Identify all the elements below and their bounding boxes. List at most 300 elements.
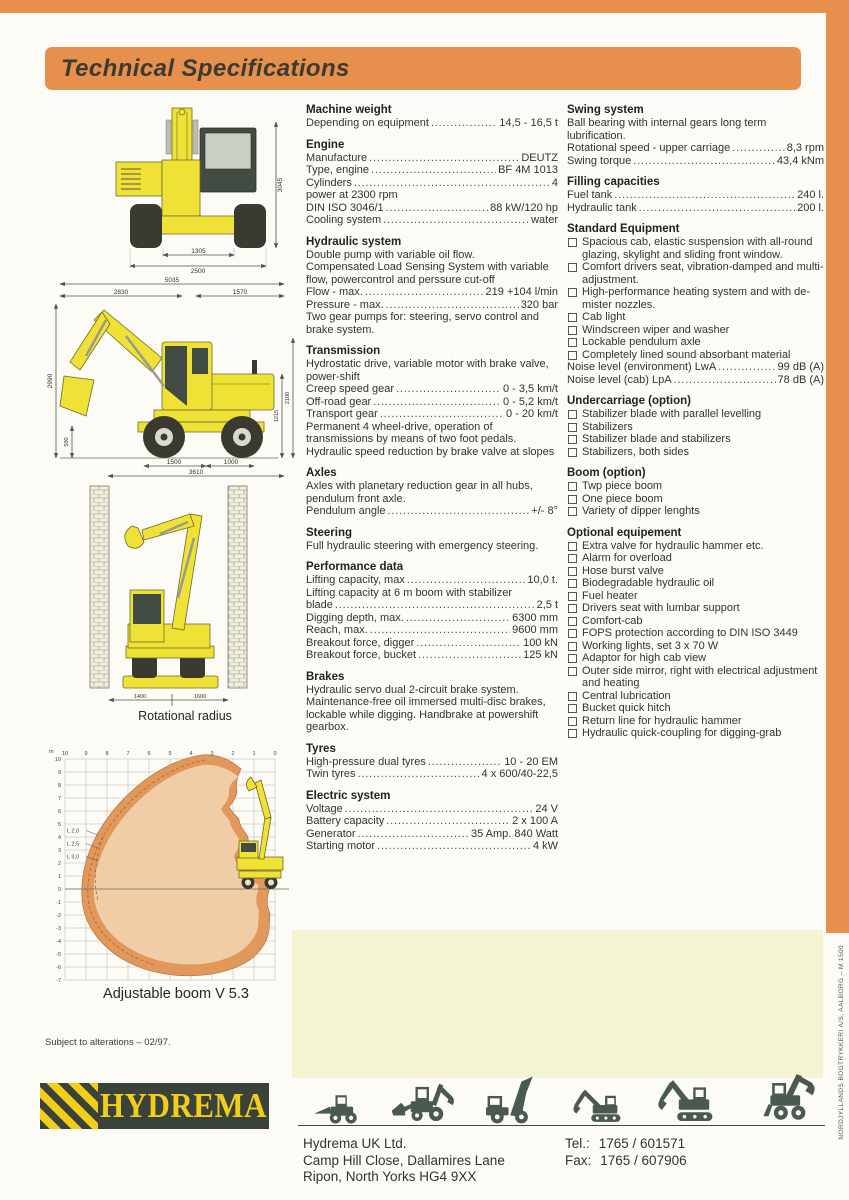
spec-section	[567, 176, 824, 214]
axis-tick-label: 5	[57, 822, 61, 829]
axis-tick-label: -4	[56, 939, 61, 946]
spec-text: Hydraulic speed reduction by brake valve at slopes	[306, 445, 555, 458]
spec-label: Noise level (environment) LwA	[567, 361, 717, 373]
dot-leader-icon	[383, 214, 529, 227]
dot-leader-icon	[369, 152, 519, 165]
dot-leader-icon	[354, 177, 550, 190]
spec-value: 219 +104 l/min	[485, 286, 558, 298]
dot-leader-icon	[639, 202, 795, 215]
spec-value: 6300 mm	[512, 611, 558, 624]
axis-tick-label: 5	[168, 751, 172, 757]
equipment-item-label: One piece boom	[582, 492, 663, 505]
section-title: Transmission	[306, 345, 381, 357]
axis-tick-label: 3	[57, 848, 61, 855]
spec-row	[306, 803, 558, 816]
dot-leader-icon	[431, 117, 497, 130]
page-title: Technical Specifications	[61, 54, 350, 82]
spec-row	[306, 214, 558, 227]
section-title: Brakes	[306, 670, 345, 683]
spec-value: 14,5 - 16,5 t	[499, 117, 558, 129]
spec-value: 0 - 5,2 km/t	[502, 395, 558, 408]
product-range-strip	[298, 1062, 825, 1126]
spec-section	[567, 104, 824, 167]
spec-row	[306, 756, 558, 769]
dim-rear-overhang-label: 1000	[223, 459, 239, 466]
spec-label: Swing torque	[567, 154, 632, 167]
dot-leader-icon	[406, 612, 510, 625]
equipment-item	[567, 349, 824, 362]
spec-value: 4 x 600/40-22,5	[481, 768, 558, 780]
axis-tick-label: -1	[56, 900, 61, 907]
section-title: Swing system	[567, 104, 644, 116]
spec-text: Permanent 4 wheel-drive, operation of transmissions by means of two foot pedals.	[306, 420, 517, 445]
equipment-item	[567, 715, 824, 728]
specs-column-left	[306, 103, 558, 853]
checkbox-icon	[568, 351, 577, 360]
dim-chassis-length-label: 3610	[188, 469, 204, 476]
spec-row	[306, 164, 558, 177]
section-title: Engine	[306, 138, 345, 151]
checkbox-icon	[568, 604, 577, 613]
spec-row	[306, 202, 558, 215]
spec-section	[306, 790, 558, 853]
axis-tick-label: L 2,0	[67, 828, 80, 835]
equipment-item-label: Completely lined sound absorbant material	[582, 348, 791, 361]
spec-value: 240 l.	[797, 189, 824, 201]
spec-row	[306, 505, 558, 518]
spec-row	[306, 840, 558, 853]
section-title: Tyres	[306, 742, 336, 755]
section-title: Hydraulic system	[306, 235, 402, 248]
tracked-excavator-icon	[560, 1085, 644, 1125]
axis-tick-label: 4	[189, 751, 193, 757]
equipment-item	[567, 640, 824, 653]
checkbox-icon	[568, 338, 577, 347]
spec-row	[567, 361, 824, 374]
spec-value: 4	[551, 176, 558, 189]
equipment-item-label: Stabilizers	[582, 420, 633, 433]
fax-label: Fax:	[565, 1152, 592, 1168]
equipment-item-label: Central lubrication	[582, 689, 671, 702]
tracked-excavator-large-icon	[644, 1077, 736, 1125]
spec-value: 2 x 100 A	[512, 815, 558, 827]
equipment-item-label: Return line for hydraulic hammer	[582, 714, 742, 727]
spec-value: 88 kW/120 hp	[490, 201, 558, 214]
dot-leader-icon	[416, 637, 521, 650]
equipment-item-label: Hydraulic quick-coupling for digging-grab	[582, 727, 782, 739]
footer-company: Hydrema UK Ltd.	[303, 1136, 407, 1151]
spec-label: Manufacture	[306, 151, 368, 164]
spec-label: Breakout force, bucket	[306, 649, 417, 661]
spec-row	[306, 286, 558, 299]
equipment-item-label: FOPS protection according to DIN ISO 3449	[582, 627, 798, 639]
spec-text: Lifting capacity at 6 m boom with stabilizer	[306, 586, 513, 599]
dim-rot-left-label: 1400	[133, 694, 147, 700]
equipment-item-label: Hose burst valve	[582, 564, 664, 577]
spec-text: Axles with planetary reduction gear in all hubs, pendulum front axle.	[306, 480, 533, 505]
spec-row	[306, 828, 558, 841]
spec-value: water	[531, 214, 558, 226]
dot-leader-icon	[386, 815, 510, 828]
footer-address	[303, 1136, 505, 1186]
spec-label: Starting motor	[306, 840, 376, 852]
dot-leader-icon	[386, 202, 488, 215]
working-range-caption: Adjustable boom V 5.3	[103, 986, 249, 1002]
spec-text: Compensated Load Sensing System with variable flow, powercontrol and perssure cut-off	[306, 261, 549, 286]
equipment-item-label: Stabilizers, both sides	[582, 445, 689, 458]
equipment-item	[567, 702, 824, 715]
spec-row	[306, 612, 558, 625]
spec-section	[306, 527, 558, 553]
checkbox-icon	[568, 326, 577, 335]
dim-rear-label: 1570	[232, 289, 248, 296]
front-view-drawing	[100, 102, 300, 274]
axis-tick-label: 2	[57, 861, 61, 868]
spec-value: DEUTZ	[521, 151, 558, 164]
dim-axle-height-label: 1215	[274, 409, 280, 423]
spec-row	[306, 383, 558, 396]
checkbox-icon	[568, 567, 577, 576]
equipment-item	[567, 652, 824, 665]
dot-leader-icon	[373, 396, 501, 409]
axis-tick-label: 3	[210, 751, 214, 757]
spec-value: 125 kN	[523, 649, 558, 661]
spec-label: Noise level (cab) LpA	[567, 373, 672, 386]
spec-section	[567, 223, 824, 386]
equipment-item	[567, 540, 824, 553]
dot-leader-icon	[674, 374, 776, 387]
equipment-item-label: Windscreen wiper and washer	[582, 323, 730, 336]
checkbox-icon	[568, 410, 577, 419]
axis-tick-label: 10	[61, 751, 69, 757]
spec-row	[306, 574, 558, 587]
axis-tick-label: 4	[57, 835, 61, 842]
equipment-item	[567, 261, 824, 286]
checkbox-icon	[568, 238, 577, 247]
checkbox-icon	[568, 554, 577, 563]
spec-section	[306, 104, 558, 130]
axis-tick-label: 7	[126, 751, 130, 757]
dot-leader-icon	[388, 505, 530, 518]
dot-leader-icon	[370, 624, 510, 637]
equipment-item-label: Drivers seat with lumbar support	[582, 602, 740, 614]
equipment-item	[567, 408, 824, 421]
equipment-item-label: High-performance heating system and with de-mister nozzles.	[582, 286, 811, 311]
axis-tick-label: 0	[273, 751, 277, 757]
dot-leader-icon	[335, 599, 535, 612]
spec-label: Twin tyres	[306, 768, 356, 780]
equipment-item	[567, 552, 824, 565]
spec-label: Hydraulic tank	[567, 201, 637, 214]
dot-leader-icon	[396, 383, 501, 396]
spec-label: Depending on equipment	[306, 117, 429, 129]
dot-leader-icon	[718, 361, 775, 374]
spec-text: power at 2300 rpm	[306, 189, 398, 201]
spec-value: 8,3 rpm	[786, 142, 824, 154]
spec-section	[306, 671, 558, 734]
spec-section	[306, 561, 558, 662]
spec-row	[567, 374, 824, 387]
axis-tick-label: 2	[231, 751, 235, 757]
spec-row	[567, 202, 824, 215]
equipment-item-label: Extra valve for hydraulic hammer etc.	[582, 539, 764, 552]
equipment-item-label: Adaptor for high cab view	[582, 652, 707, 664]
spec-value: 0 - 3,5 km/t	[502, 383, 558, 395]
chart-y-axis	[55, 757, 61, 984]
section-title: Performance data	[306, 561, 404, 573]
checkbox-icon	[568, 692, 577, 701]
spec-value: 0 - 20 km/t	[506, 408, 558, 420]
dot-leader-icon	[386, 299, 519, 312]
equipment-item	[567, 446, 824, 459]
spec-section	[306, 139, 558, 227]
spec-value: 2,5 t	[536, 599, 558, 611]
spec-row	[306, 815, 558, 828]
spec-label: Cooling system	[306, 214, 382, 226]
equipment-item	[567, 336, 824, 349]
equipment-item-label: Comfort-cab	[582, 614, 643, 627]
checkbox-icon	[568, 617, 577, 626]
fax-value: 1765 / 607906	[600, 1152, 687, 1168]
axis-tick-label: L 2,5	[67, 841, 80, 848]
dim-inner-width-label: 1305	[191, 248, 206, 255]
checkbox-icon	[568, 263, 577, 272]
checkbox-icon	[568, 667, 577, 676]
dot-leader-icon	[614, 189, 795, 202]
spec-row	[306, 152, 558, 165]
equipment-item	[567, 577, 824, 590]
axis-tick-label: 8	[57, 783, 61, 790]
equipment-item-label: Fuel heater	[582, 589, 638, 602]
equipment-item-label: Stabilizer blade with parallel levelling	[582, 408, 762, 420]
section-title: Axles	[306, 467, 337, 479]
working-range-chart	[45, 743, 297, 1005]
equipment-item	[567, 615, 824, 628]
spec-row	[567, 142, 824, 155]
spec-value: 200 l.	[797, 201, 824, 214]
orange-right-strip	[826, 0, 849, 933]
axis-tick-label: 0	[57, 887, 61, 894]
checkbox-icon	[568, 423, 577, 432]
section-title: Filling capacities	[567, 176, 660, 188]
spec-row	[306, 177, 558, 190]
spec-row	[306, 649, 558, 662]
checkbox-icon	[568, 542, 577, 551]
axis-tick-label: 1	[57, 874, 61, 881]
rotational-radius-drawing	[76, 478, 294, 710]
pale-yellow-panel	[292, 930, 823, 1078]
spec-value: BF 4M 1013	[498, 164, 558, 176]
checkbox-icon	[568, 579, 577, 588]
spec-value: 100 kN	[523, 636, 558, 649]
footer-contact	[565, 1136, 687, 1169]
spec-label: Voltage	[306, 802, 343, 815]
spec-label: Creep speed gear	[306, 383, 395, 395]
dot-leader-icon	[380, 408, 504, 421]
checkbox-icon	[568, 313, 577, 322]
equipment-item	[567, 286, 824, 311]
specs-column-right	[567, 103, 824, 740]
spec-label: Digging depth, max.	[306, 611, 404, 624]
dot-leader-icon	[371, 164, 496, 177]
section-title: Undercarriage (option)	[567, 395, 691, 407]
spec-label: Lifting capacity, max	[306, 574, 405, 586]
printer-mark-text: NORDJYLLANDS BOGTRYKKERI A/S, AALBORG – M 1500	[838, 945, 845, 1140]
axis-tick-label: 1	[252, 751, 256, 757]
equipment-item-label: Biodegradable hydraulic oil	[582, 577, 715, 589]
section-title: Machine weight	[306, 104, 392, 116]
spec-text: Full hydraulic steering with emergency steering.	[306, 539, 539, 552]
dim-outer-width-label: 2500	[190, 268, 206, 274]
dot-leader-icon	[428, 756, 502, 769]
footnote: Subject to alterations – 02/97.	[45, 1037, 171, 1048]
side-view-drawing	[46, 276, 301, 481]
axis-tick-label: 9	[84, 751, 88, 757]
equipment-item	[567, 311, 824, 324]
checkbox-icon	[568, 629, 577, 638]
spec-label: Reach, max.	[306, 624, 368, 636]
spec-value: 10 - 20 EM	[504, 755, 558, 768]
axis-tick-label: -2	[56, 913, 61, 920]
spec-label: Flow - max.	[306, 286, 363, 298]
logo-text: HYDREMA	[99, 1085, 268, 1126]
equipment-item	[567, 665, 824, 690]
spec-section	[306, 743, 558, 781]
checkbox-icon	[568, 654, 577, 663]
dim-body-height-label: 2100	[285, 391, 291, 405]
dot-leader-icon	[633, 155, 775, 168]
dim-front-reach-label: 2830	[113, 289, 129, 296]
dot-leader-icon	[345, 803, 534, 816]
orange-top-strip	[0, 0, 849, 13]
section-title: Boom (option)	[567, 467, 646, 479]
axis-tick-label: 7	[57, 796, 61, 803]
spec-section	[567, 527, 824, 740]
spec-value: +/- 8°	[531, 505, 558, 517]
spec-text: Maintenance-free oil immersed multi-disc brakes, lockable while digging. Handbrake at powershift gearbox.	[306, 696, 546, 733]
checkbox-icon	[568, 592, 577, 601]
spec-label: High-pressure dual tyres	[306, 755, 426, 768]
equipment-item	[567, 690, 824, 703]
axis-tick-label: -7	[56, 978, 61, 985]
spec-row	[306, 637, 558, 650]
dot-leader-icon	[418, 649, 521, 662]
dim-height-left-label: 2990	[47, 373, 54, 389]
spec-label: blade	[306, 599, 333, 611]
spec-value: 9600 mm	[512, 624, 558, 636]
spec-row	[567, 155, 824, 168]
checkbox-icon	[568, 717, 577, 726]
equipment-item-label: Comfort drivers seat, vibration-damped and multi-adjustment.	[582, 261, 824, 286]
spec-row	[306, 624, 558, 637]
spec-text: Hydrostatic drive, variable motor with brake valve, power-shift	[306, 358, 549, 383]
axis-tick-label: -6	[56, 965, 61, 972]
axis-tick-label: 8	[105, 751, 109, 757]
tel-value: 1765 / 601571	[598, 1136, 686, 1151]
equipment-item	[567, 602, 824, 615]
equipment-item	[567, 236, 824, 261]
spec-value: 35 Amp. 840 Watt	[470, 827, 558, 840]
section-title: Electric system	[306, 789, 391, 802]
spec-label: Transport gear	[306, 408, 378, 420]
equipment-item	[567, 590, 824, 603]
spec-row	[306, 117, 558, 130]
wheeled-excavator-icon	[737, 1069, 823, 1125]
backhoe-loader-icon	[379, 1079, 471, 1125]
dot-leader-icon	[365, 286, 484, 299]
section-title: Optional equipement	[567, 526, 682, 539]
equipment-item-label: Working lights, set 3 x 70 W	[582, 639, 719, 652]
axis-tick-label: 6	[147, 751, 151, 757]
wheel-loader-icon	[300, 1091, 378, 1125]
checkbox-icon	[568, 435, 577, 444]
spec-value: 4 kW	[532, 840, 558, 852]
footer-address-line1: Camp Hill Close, Dallamires Lane	[303, 1152, 505, 1168]
spec-label: Type, engine	[306, 164, 369, 176]
tel-label: Tel.:	[565, 1136, 590, 1151]
spec-label: DIN ISO 3046/1	[306, 201, 384, 214]
section-title: Standard Equipment	[567, 223, 680, 235]
checkbox-icon	[568, 729, 577, 738]
dim-total-length-label: 5035	[164, 277, 180, 284]
spec-label: Pendulum angle	[306, 505, 386, 517]
equipment-item-label: Bucket quick hitch	[582, 702, 671, 714]
spec-section	[306, 345, 558, 458]
spec-section	[567, 395, 824, 458]
equipment-item-label: Twp piece boom	[582, 480, 663, 492]
checkbox-icon	[568, 642, 577, 651]
dim-clearance-label: 500	[64, 437, 70, 447]
checkbox-icon	[568, 704, 577, 713]
logo-stripes-icon	[40, 1083, 98, 1129]
equipment-item-label: Lockable pendulum axle	[582, 336, 701, 348]
spec-label: Pressure - max.	[306, 298, 384, 311]
chart-unit-label: m	[49, 749, 54, 755]
dot-leader-icon	[377, 840, 531, 853]
spec-value: 78 dB (A)	[777, 373, 824, 386]
spec-row	[306, 768, 558, 781]
dot-leader-icon	[407, 574, 526, 587]
equipment-item	[567, 627, 824, 640]
spec-value: 10,0 t.	[527, 574, 558, 586]
spec-row	[306, 599, 558, 612]
spec-value: 43,4 kNm	[776, 154, 824, 167]
spec-value: 99 dB (A)	[777, 361, 824, 373]
spec-label: Breakout force, digger	[306, 636, 415, 649]
axis-tick-label: 6	[57, 809, 61, 816]
axis-tick-label: L 3,0	[67, 854, 80, 861]
spec-text: Double pump with variable oil flow.	[306, 248, 475, 261]
equipment-item-label: Variety of dipper lenghts	[582, 505, 700, 517]
spec-label: Off-road gear	[306, 395, 372, 408]
spec-value: 24 V	[535, 802, 558, 815]
spec-section	[306, 236, 558, 337]
spec-value: 320 bar	[520, 298, 558, 311]
spec-text: Ball bearing with internal gears long term lubrification.	[567, 117, 767, 142]
chart-x-axis	[62, 751, 277, 757]
spec-label: Generator	[306, 827, 356, 840]
equipment-item	[567, 480, 824, 493]
checkbox-icon	[568, 288, 577, 297]
footer-address-line2: Ripon, North Yorks HG4 9XX	[303, 1169, 477, 1184]
spec-row	[306, 299, 558, 312]
spec-label: Cylinders	[306, 176, 352, 189]
equipment-item-label: Alarm for overload	[582, 552, 672, 564]
equipment-item	[567, 493, 824, 506]
section-title: Steering	[306, 526, 353, 539]
equipment-item-label: Spacious cab, elastic suspension with all-round glazing, skylight and sliding front window.	[582, 236, 813, 261]
axis-tick-label: 10	[54, 757, 61, 764]
